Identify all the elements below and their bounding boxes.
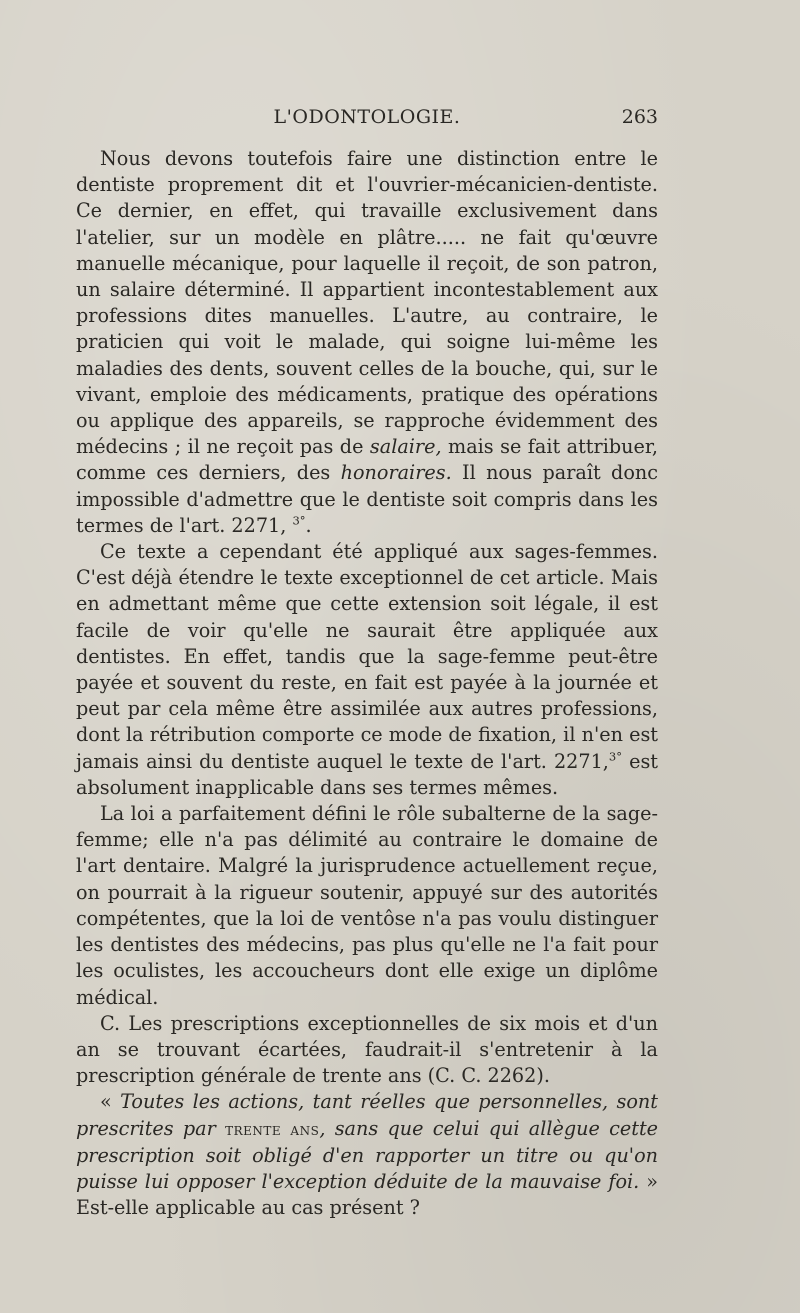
paragraph-2 (76, 539, 658, 801)
running-title: L'ODONTOLOGIE. (273, 106, 461, 128)
quote-smallcaps: trente ans (225, 1119, 320, 1140)
page-number: 263 (621, 106, 658, 128)
italic-salaire: salaire, (369, 435, 442, 459)
superscript-3: 3° (292, 513, 306, 528)
paragraph-1-text-a: Nous devons toutefois faire une distinction entre le dentiste proprement dit et l'ouvrier-mécanicien-dentiste. Ce dernier, en effet, qui travaille exclusivement dans l'atelier, sur un modèle en plâtre..... ne fait qu'œuvre manuelle mécanique, pour laquelle il reçoit, de son patron, un salaire déterminé. Il appartient incontestablement aux professions dites manuelles. L'autre, au contraire, le praticien qui voit le malade, qui soigne lui-même les maladies des dents, souvent celles de la bouche, qui, sur le vivant, emploie des médicaments, pratique des opérations ou applique des appareils, se rapproche évidemment des médecins ; il ne reçoit pas de (76, 147, 658, 459)
paragraph-2-text-a: Ce texte a cependant été appliqué aux sages-femmes. C'est déjà étendre le texte exceptionnel de cet article. Mais en admettant même que cette extension soit légale, il est facile de voir qu'elle ne saurait être appliquée aux dentistes. En effet, tandis que la sage-femme peut-être payée et souvent du reste, en fait est payée à la journée et peut par cela même être assimilée aux autres professions, dont la rétribution comporte ce mode de fixation, il n'en est jamais ainsi du dentiste auquel le texte de l'art. 2271, (76, 540, 658, 773)
paragraph-1-text-b: mais se fait attribuer, comme ces derniers, des (76, 435, 658, 485)
paragraph-1-text-d: . (305, 513, 312, 537)
quote-italic-b: , sans que celui qui allègue cette prescription soit obligé d'en rapporter un titre ou qu'on puisse lui opposer l'exception déduite de la mauvaise foi. (76, 1116, 659, 1193)
paragraph-1-text-c: Il nous paraît donc impossible d'admettre que le dentiste soit compris dans les termes de l'art. 2271, (76, 461, 658, 537)
paragraph-2-text-b: est absolument inapplicable dans ses termes mêmes. (76, 749, 659, 799)
open-quote: « (100, 1090, 121, 1114)
body-text (76, 146, 658, 1221)
italic-honoraires: honoraires. (340, 461, 452, 485)
paragraph-3: La loi a parfaitement défini le rôle subalterne de la sage-femme; elle n'a pas délimité au contraire le domaine de l'art dentaire. Malgré la jurisprudence actuellement reçue, on pourrait à la rigueur soutenir, appuyé sur des autorités compétentes, que la loi de ventôse n'a pas voulu distinguer les dentistes des médecins, pas plus qu'elle ne l'a fait pour les oculistes, les accoucheurs dont elle exige un diplôme médical. (76, 802, 658, 1009)
paragraph-1 (76, 146, 658, 539)
superscript-3: 3° (608, 749, 622, 764)
page-header (76, 104, 658, 130)
quote-italic-a: Toutes les actions, tant réelles que personnelles, sont prescrites par (76, 1090, 658, 1140)
paragraph-5-quotation (76, 1089, 658, 1221)
paragraph-4: C. Les prescriptions exceptionnelles de six mois et d'un an se trouvant écartées, faudrait-il s'entretenir à la prescription générale de trente ans (C. C. 2262). (76, 1011, 658, 1088)
quote-close-text: » Est-elle applicable au cas présent ? (76, 1169, 659, 1220)
